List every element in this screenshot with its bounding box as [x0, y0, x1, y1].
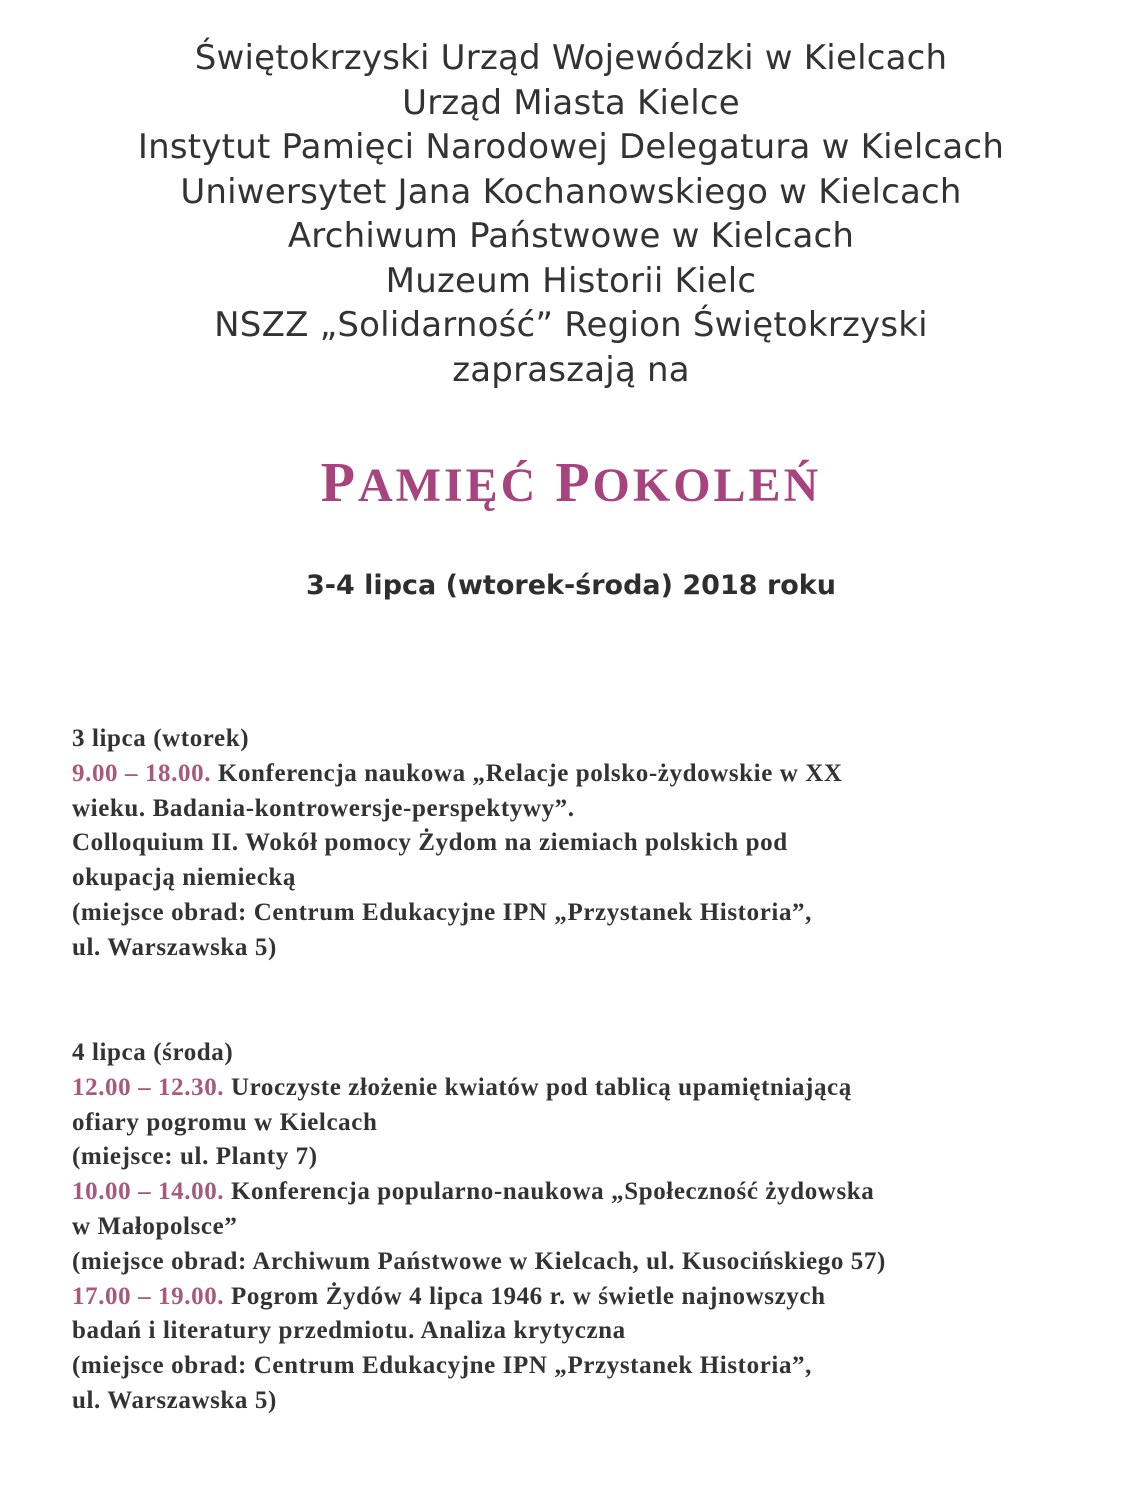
- invitation-line: zapraszają na: [452, 349, 690, 390]
- event-text: Konferencja naukowa „Relacje polsko-żydowskie w XX: [211, 759, 843, 787]
- event-text: okupacją niemiecką: [72, 864, 296, 892]
- event-text: Colloquium II. Wokół pomocy Żydom na ziemiach polskich pod: [72, 829, 788, 857]
- event-place: (miejsce: ul. Planty 7): [72, 1143, 318, 1171]
- day-heading: 3 lipca (wtorek): [72, 725, 250, 752]
- event-text: w Małopolsce”: [72, 1212, 238, 1240]
- event-place: ul. Warszawska 5): [72, 933, 277, 961]
- organizer-line: Urząd Miasta Kielce: [402, 82, 740, 123]
- program-day-2: [72, 1036, 1112, 1419]
- program-day-1: [72, 722, 1112, 966]
- event-place: (miejsce obrad: Centrum Edukacyjne IPN „Przystanek Historia”,: [72, 898, 812, 926]
- event-text: wieku. Badania-kontrowersje-perspektywy”.: [72, 794, 575, 822]
- event-title: [0, 448, 1142, 521]
- title-initial: P: [555, 452, 593, 514]
- event-place: (miejsce obrad: Centrum Edukacyjne IPN „Przystanek Historia”,: [72, 1352, 812, 1380]
- event-text: Konferencja popularno-naukowa „Społeczność żydowska: [224, 1178, 875, 1206]
- event-line: [72, 1071, 1112, 1106]
- organizer-line: Muzeum Historii Kielc: [385, 260, 757, 301]
- event-line: [72, 757, 1112, 792]
- title-word-rest: OKOLEŃ: [592, 459, 822, 512]
- event-text: Uroczyste złożenie kwiatów pod tablicą upamiętniającą: [224, 1073, 852, 1101]
- event-time: 12.00 – 12.30.: [72, 1073, 225, 1101]
- organizer-line: Archiwum Państwowe w Kielcach: [287, 216, 855, 256]
- title-initial: P: [320, 452, 358, 514]
- event-dates: 3-4 lipca (wtorek-środa) 2018 roku: [306, 570, 836, 601]
- event-time: 10.00 – 14.00.: [72, 1178, 225, 1206]
- organizer-line: Świętokrzyski Urząd Wojewódzki w Kielcach: [194, 38, 948, 78]
- event-line: [72, 1175, 1112, 1210]
- organizers-block: [0, 36, 1142, 392]
- organizer-line: Uniwersytet Jana Kochanowskiego w Kielcach: [180, 171, 962, 212]
- organizer-line: Instytut Pamięci Narodowej Delegatura w Kielcach: [137, 127, 1005, 167]
- event-time: 17.00 – 19.00.: [72, 1282, 225, 1310]
- event-text: ofiary pogromu w Kielcach: [72, 1108, 378, 1136]
- title-word-rest: AMIĘĆ: [357, 459, 539, 512]
- event-text: badań i literatury przedmiotu. Analiza krytyczna: [72, 1317, 626, 1345]
- event-text: Pogrom Żydów 4 lipca 1946 r. w świetle najnowszych: [224, 1282, 826, 1310]
- organizer-line: NSZZ „Solidarność” Region Świętokrzyski: [214, 305, 928, 345]
- event-place: ul. Warszawska 5): [72, 1386, 277, 1414]
- event-place: (miejsce obrad: Archiwum Państwowe w Kielcach, ul. Kusocińskiego 57): [72, 1247, 886, 1275]
- event-time: 9.00 – 18.00.: [72, 759, 212, 787]
- event-line: [72, 1280, 1112, 1315]
- day-heading: 4 lipca (środa): [72, 1039, 234, 1066]
